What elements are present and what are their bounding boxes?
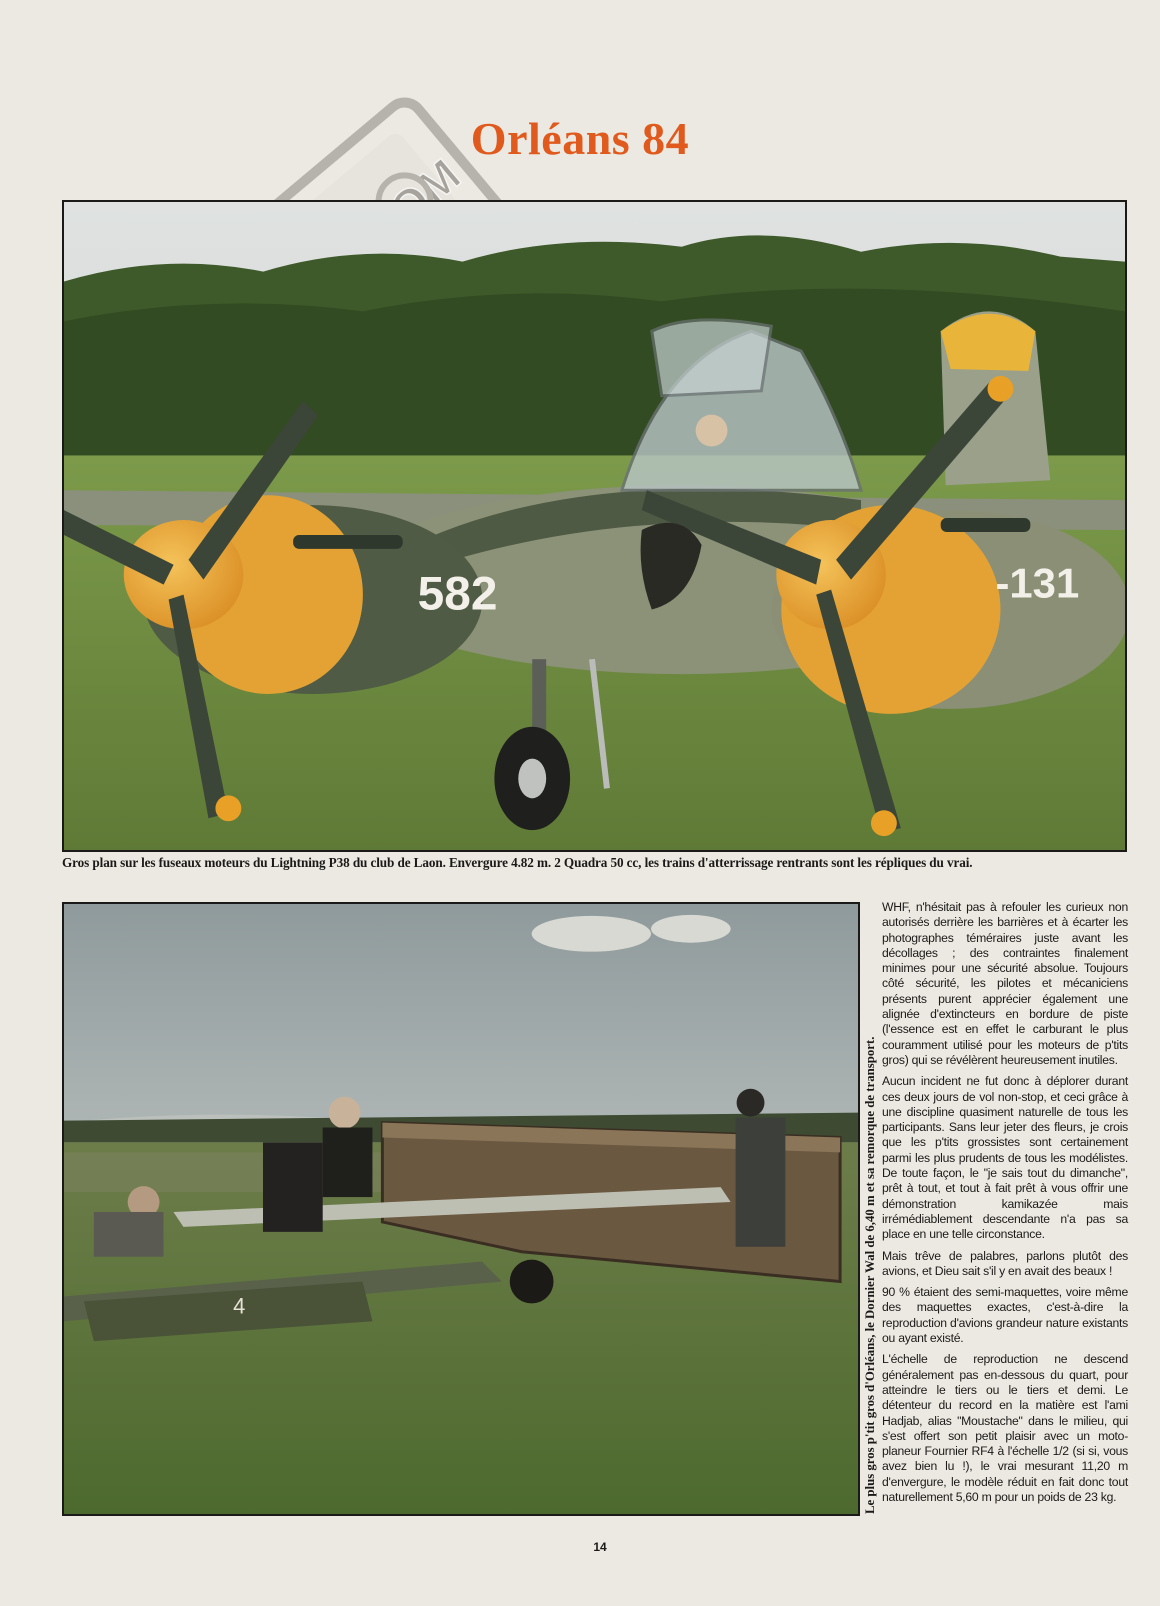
article-paragraph: WHF, n'hésitait pas à refouler les curieux non autorisés derrière les barrières et à écarter les photographes téméraires juste avant les décollages ; des contraintes finalement minimes pour une sécurité absolue. Toujours côté sécurité, les pilotes et mécaniciens présents purent apprécier également une alignée d'extincteurs en bordure de piste (l'essence est en effet le carburant le plus couramment utilisé pour les moteurs de p'tits gros) qui se révélèrent heureusement inutiles.	[882, 900, 1128, 1067]
nose-number-right: -131	[995, 559, 1080, 607]
photo-caption-vertical: Le plus gros p'tit gros d'Orléans, le Dornier Wal de 6,40 m et sa remorque de transport.	[863, 1036, 877, 1514]
article-paragraph: L'échelle de reproduction ne descend généralement pas en-dessous du quart, pour atteindre le tiers ou le tiers et demi. Le détenteur du record en la matière est l'ami Hadjab, alias "Moustache" dans le milieu, qui s'est offert son petit plaisir avec un moto-planeur Fournier RF4 à l'échelle 1/2 (si si, vous avez bien lu !), le vrai mesurant 11,20 m d'envergure, le modèle réduit en fait donc tout naturellement 5,60 m pour un poids de 23 kg.	[882, 1352, 1128, 1504]
article-paragraph: Mais trêve de palabres, parlons plutôt des avions, et Dieu sait s'il y en avait des beaux !	[882, 1248, 1128, 1278]
photo-caption-top: Gros plan sur les fuseaux moteurs du Lightning P38 du club de Laon. Envergure 4.82 m. 2 Quadra 50 cc, les trains d'atterrissage rentrants sont les répliques du vrai.	[62, 855, 973, 870]
svg-text:4: 4	[233, 1293, 246, 1319]
lightning-p38-photo	[62, 200, 1127, 852]
article-paragraph: 90 % étaient des semi-maquettes, voire même des maquettes exactes, c'est-à-dire la reproduction d'avions grandeur nature existants ou ayant existé.	[882, 1285, 1128, 1346]
dornier-wal-photo	[62, 902, 860, 1516]
article-paragraph: Aucun incident ne fut donc à déplorer durant ces deux jours de vol non-stop, et ceci grâce à une discipline quasiment naturelle de tous les participants. Sans leur jeter des fleurs, je crois que les p'tits grossistes sont certainement parmi les plus prudents de tous les modélistes. De toute façon, le "je sais tout du dimanche", prêt à tout, et tout à fait prêt à vous offrir une démonstration kamikazée mais irrémédiablement descendante n'a pas sa place en une telle circonstance.	[882, 1074, 1128, 1242]
page-title: Orléans 84	[470, 113, 690, 164]
article-column	[882, 900, 1128, 1511]
nose-number-left: 582	[417, 567, 498, 621]
page-number: 14	[593, 1540, 607, 1554]
vertical-caption-area	[860, 902, 880, 1516]
